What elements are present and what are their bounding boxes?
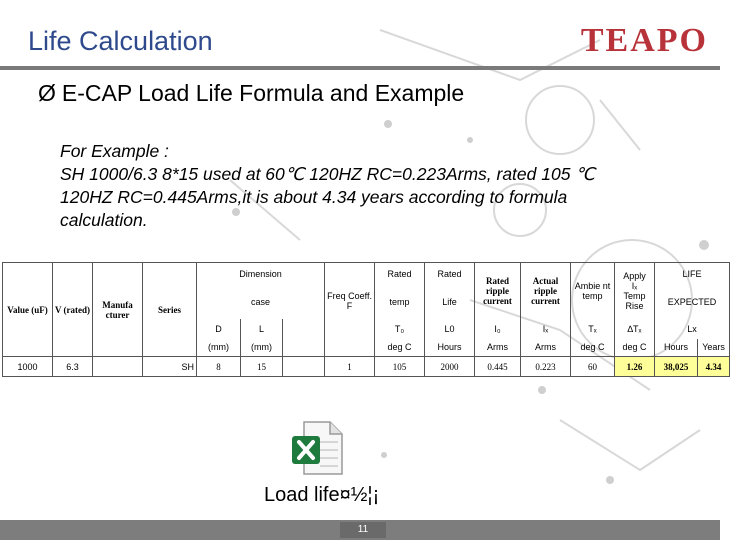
cell-d: 8: [197, 357, 241, 377]
cell-voltage: 6.3: [53, 357, 93, 377]
header-apply-temp-rise: [615, 263, 655, 319]
header-rated-life-sym: L0: [425, 319, 475, 339]
header-rated-temp-2: temp: [375, 285, 425, 319]
page-number: 11: [340, 522, 386, 538]
unit-temp: deg C: [375, 339, 425, 357]
header-rated-life-1: Rated: [425, 263, 475, 285]
header-rated-life-2: Life: [425, 285, 475, 319]
header-rated-temp-1: Rated: [375, 263, 425, 285]
title-divider: [0, 66, 720, 70]
unit-d: (mm): [197, 339, 241, 357]
example-line-3: 120HZ RC=0.445Arms,it is about 4.34 years according to formula: [60, 187, 568, 207]
unit-apply: deg C: [615, 339, 655, 357]
cell-value: 1000: [3, 357, 53, 377]
unit-ambient: deg C: [571, 339, 615, 357]
example-text: [60, 140, 700, 232]
header-rated-ripple-sym: I₀: [475, 319, 521, 339]
header-apply-1: Apply: [623, 270, 646, 281]
table-row: [3, 357, 730, 377]
unit-life: Hours: [425, 339, 475, 357]
cell-life-years: 4.34: [698, 357, 730, 377]
header-manufacturer: Manufa cturer: [93, 263, 143, 357]
cell-dim-spacer: [283, 357, 325, 377]
page-title: Life Calculation: [28, 26, 213, 56]
header-apply-sym: ∆Tₓ: [615, 319, 655, 339]
section-heading-text: E-CAP Load Life Formula and Example: [61, 80, 465, 106]
header-series: Series: [143, 263, 197, 357]
header-voltage: V (rated): [53, 263, 93, 357]
header-apply-2: Iₓ: [631, 280, 638, 291]
cell-rated-ripple: 0.445: [475, 357, 521, 377]
header-actual-ripple-sym: Iₓ: [521, 319, 571, 339]
header-apply-3: Temp Rise: [623, 290, 646, 311]
cell-actual-ripple: 0.223: [521, 357, 571, 377]
unit-actual-ripple: Arms: [521, 339, 571, 357]
header-case: case: [197, 285, 325, 319]
example-line-1: For Example :: [60, 141, 169, 161]
section-heading: [38, 80, 464, 107]
cell-freq: 1: [325, 357, 375, 377]
unit-hours: Hours: [655, 339, 698, 357]
unit-l: (mm): [241, 339, 283, 357]
header-ambient-sym: Tₓ: [571, 319, 615, 339]
cell-l: 15: [241, 357, 283, 377]
cell-temp-rise: 1.26: [615, 357, 655, 377]
header-ambient-temp: Ambie nt temp: [571, 263, 615, 319]
example-line-2: SH 1000/6.3 8*15 used at 60℃ 120HZ RC=0.223Arms, rated 105 ℃: [60, 164, 595, 184]
header-expected: EXPECTED: [655, 285, 730, 319]
header-actual-ripple: Actual ripple current: [521, 263, 571, 319]
teapo-logo: TEAPO: [580, 22, 708, 59]
unit-spacer: [283, 339, 325, 357]
header-life: LIFE: [655, 263, 730, 285]
excel-file-icon[interactable]: [290, 420, 346, 476]
header-l: L: [241, 319, 283, 339]
header-rated-temp-sym: T₀: [375, 319, 425, 339]
cell-rated-temp: 105: [375, 357, 425, 377]
header-dim-spacer: [283, 319, 325, 339]
unit-freq: [325, 339, 375, 357]
header-freq-coeff: Freq Coeff. F: [325, 263, 375, 339]
cell-manufacturer: [93, 357, 143, 377]
header-rated-ripple: Rated ripple current: [475, 263, 521, 319]
example-line-4: calculation.: [60, 210, 148, 230]
cell-series: SH: [143, 357, 197, 377]
arrow-bullet-icon: Ø: [38, 80, 56, 106]
header-d: D: [197, 319, 241, 339]
life-calculation-table: [2, 262, 725, 377]
excel-file-caption: Load life¤½¦¡: [264, 484, 380, 506]
unit-rated-ripple: Arms: [475, 339, 521, 357]
header-lx: Lx: [655, 319, 730, 339]
cell-ambient: 60: [571, 357, 615, 377]
header-dimension: Dimension: [197, 263, 325, 285]
header-value: Value (uF): [7, 304, 48, 315]
cell-life-hours: 38,025: [655, 357, 698, 377]
unit-years: Years: [698, 339, 730, 357]
cell-rated-life: 2000: [425, 357, 475, 377]
